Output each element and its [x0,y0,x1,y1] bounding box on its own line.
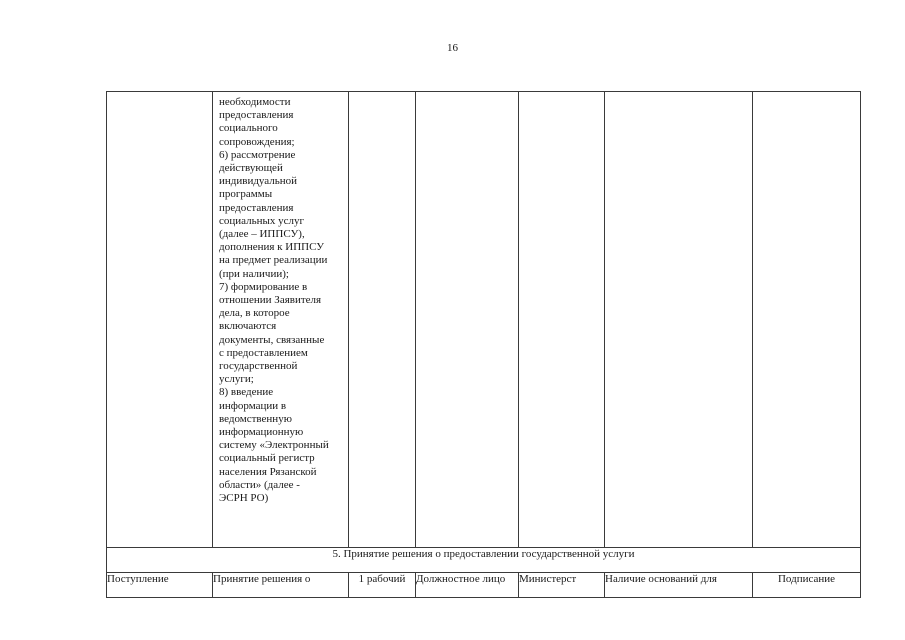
table-cell: Поступление [107,573,213,598]
table-cell [213,92,349,548]
table-cell: 1 рабочий [349,573,416,598]
table-cell [349,92,416,548]
table-row [107,573,861,598]
table-cell: Принятие решения о [213,573,349,598]
table-cell: Подписание [753,573,861,598]
table-cell: Министерст [519,573,605,598]
page-number: 16 [447,42,458,54]
procedure-table [106,91,861,598]
step-description: необходимости предоставления социального сопровождения; 6) рассмотрение действующей индивидуальной программы предоставления социальных услуг (далее – ИППСУ), дополнения к ИППСУ на предмет реализации (при наличии); 7) формирование в отношении Заявителя дела, в которое включаются документы, связанные с предоставлением государственной услуги; 8) введение информации в ведомственную информационную систему «Электронный социальный регистр населения Рязанской области» (далее - ЭСРН РО) [219,96,329,505]
section-header-row [107,548,861,573]
table-cell [519,92,605,548]
table-cell: Должностное лицо [416,573,519,598]
table-cell: Наличие оснований для [605,573,753,598]
table-cell [107,92,213,548]
table-row-continued [107,92,861,548]
table-cell [416,92,519,548]
section-title: 5. Принятие решения о предоставлении государственной услуги [107,548,861,573]
table-cell [753,92,861,548]
table-cell [605,92,753,548]
